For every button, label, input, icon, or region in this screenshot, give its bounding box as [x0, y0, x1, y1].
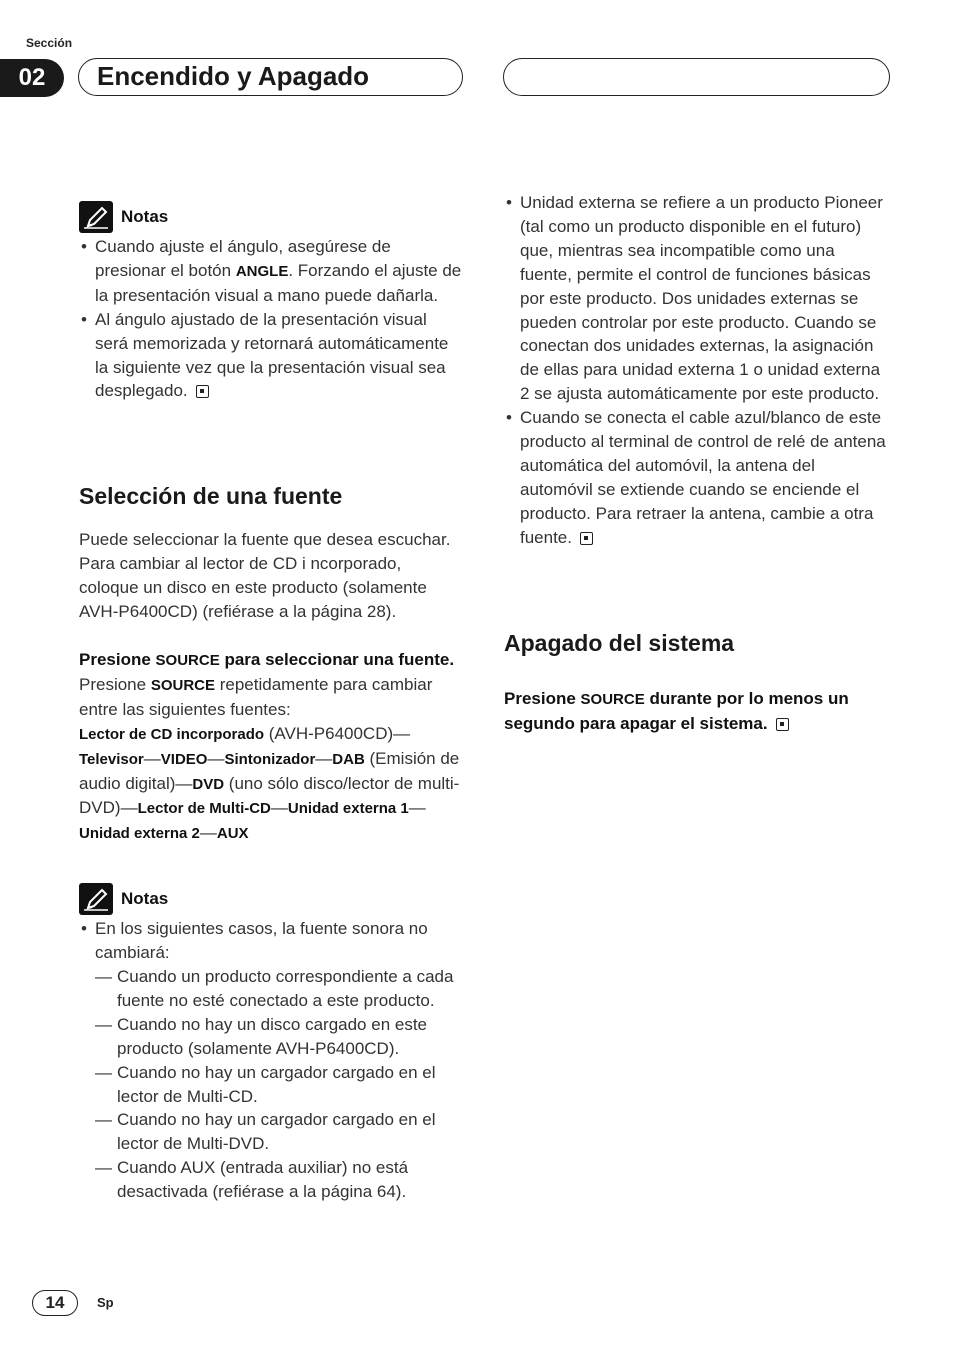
source-item: Unidad externa 2 — [79, 825, 200, 843]
note-dash-item: — Cuando no hay un cargador cargado en el lector de Multi-CD. — [79, 1061, 464, 1109]
step-text: Presione — [504, 688, 581, 708]
pencil-note-icon — [79, 883, 113, 915]
source-key: SOURCE — [580, 690, 645, 708]
instruction-step — [79, 648, 464, 673]
right-column — [504, 191, 890, 735]
source-item: Televisor — [79, 750, 144, 768]
source-list: Lector de CD incorporado (AVH-P6400CD)—Televisor—VIDEO—Sintonizador—DAB (Emisión de audio digital)—DVD (uno sólo disco/lector de multi-DVD)—Lector de Multi-CD—Unidad externa 1—Unidad externa 2—AUX — [79, 723, 460, 843]
notes-header — [79, 882, 464, 916]
source-note: (Emisión de audio digital) — [79, 748, 460, 793]
note-dash-item: — Cuando no hay un cargador cargado en el lector de Multi-DVD. — [79, 1108, 464, 1156]
desc-text: repetidamente para cambiar entre las siguientes fuentes: — [79, 674, 433, 719]
source-note: (AVH-P6400CD) — [264, 723, 394, 743]
source-item: Lector de Multi-CD — [137, 800, 271, 818]
notes-title: Notas — [121, 889, 169, 909]
title-box — [78, 58, 463, 96]
section-number: 02 — [0, 59, 64, 97]
source-key: SOURCE — [155, 651, 220, 669]
note-dash-item: — Cuando un producto correspondiente a cada fuente no esté conectado a este producto. — [79, 965, 464, 1013]
title-box-empty — [503, 58, 890, 96]
source-note: (uno sólo disco/lector de multi-DVD) — [79, 773, 460, 818]
note-bullet: • En los siguientes casos, la fuente sonora no cambiará: — [79, 917, 464, 965]
page-number: 14 — [32, 1290, 78, 1316]
note-text: Cuando ajuste el ángulo, asegúrese de presionar el botón — [95, 237, 391, 280]
source-item: VIDEO — [160, 750, 208, 768]
page-title: Encendido y Apagado — [97, 61, 370, 91]
note-text: . Forzando el ajuste de la presentación visual a mano puede dañarla. — [95, 260, 462, 305]
note-bullet: • Unidad externa se refiere a un producto Pioneer (tal como un producto disponible en el futuro) que, mientras sea incompatible como una fuente, permite el control de funciones básicas por este producto. Dos unidades externas se pueden controlar por este producto. Cuando se conectan dos unidades externas, la asignación de ellas para unidad externa 1 o unidad externa 2 se ajusta automáticamente por este producto. — [504, 191, 890, 406]
note-text: Cuando se conecta el cable azul/blanco de este producto al terminal de control de relé de antena automática del automóvil, la antena del automóvil se extiende cuando se enciende el producto. Para retraer la antena, cambie a otra fuente. — [520, 408, 886, 547]
source-item: DVD — [192, 775, 225, 793]
notes-title: Notas — [121, 207, 169, 227]
intro-paragraph: Puede seleccionar la fuente que desea escuchar. Para cambiar al lector de CD i ncorporado, coloque un disco en este producto (solamente AVH-P6400CD) (refiérase a la página 28). — [79, 530, 451, 622]
note-bullet — [79, 235, 464, 308]
note-dash-item: — Cuando AUX (entrada auxiliar) no está desactivada (refiérase a la página 64). — [79, 1156, 464, 1204]
page-language: Sp — [97, 1295, 114, 1310]
note-dash-item: — Cuando no hay un disco cargado en este producto (solamente AVH-P6400CD). — [79, 1013, 464, 1061]
source-item: Lector de CD — [79, 725, 173, 743]
note-bullet — [79, 308, 464, 404]
angle-key: ANGLE — [235, 262, 289, 280]
source-item: DAB — [332, 750, 365, 768]
end-mark-icon — [580, 532, 593, 545]
step-text: Presione — [79, 649, 156, 669]
end-mark-icon — [776, 718, 789, 731]
step-text: para seleccionar una fuente. — [219, 649, 455, 669]
source-key: SOURCE — [150, 676, 216, 694]
section-label: Sección — [26, 36, 73, 50]
source-item: Sintonizador — [224, 750, 316, 768]
section-heading: Apagado del sistema — [504, 629, 735, 656]
desc-text: Presione — [79, 674, 151, 694]
instruction-step — [504, 687, 890, 736]
instruction-desc — [79, 673, 464, 722]
step-text: durante por lo menos un segundo para apagar el sistema. — [504, 688, 849, 733]
note-bullet — [504, 406, 890, 549]
source-item: Unidad externa 1 — [287, 800, 409, 818]
source-item: incorporado — [172, 725, 265, 743]
notes-header — [79, 200, 464, 234]
end-mark-icon — [196, 385, 209, 398]
source-item: AUX — [216, 825, 249, 843]
section-heading: Selección de una fuente — [79, 483, 343, 510]
pencil-note-icon — [79, 201, 113, 233]
left-column — [79, 200, 464, 1204]
note-text: Al ángulo ajustado de la presentación visual será memorizada y retornará automáticamente la siguiente vez que la presentación visual sea desplegado. — [95, 309, 449, 401]
